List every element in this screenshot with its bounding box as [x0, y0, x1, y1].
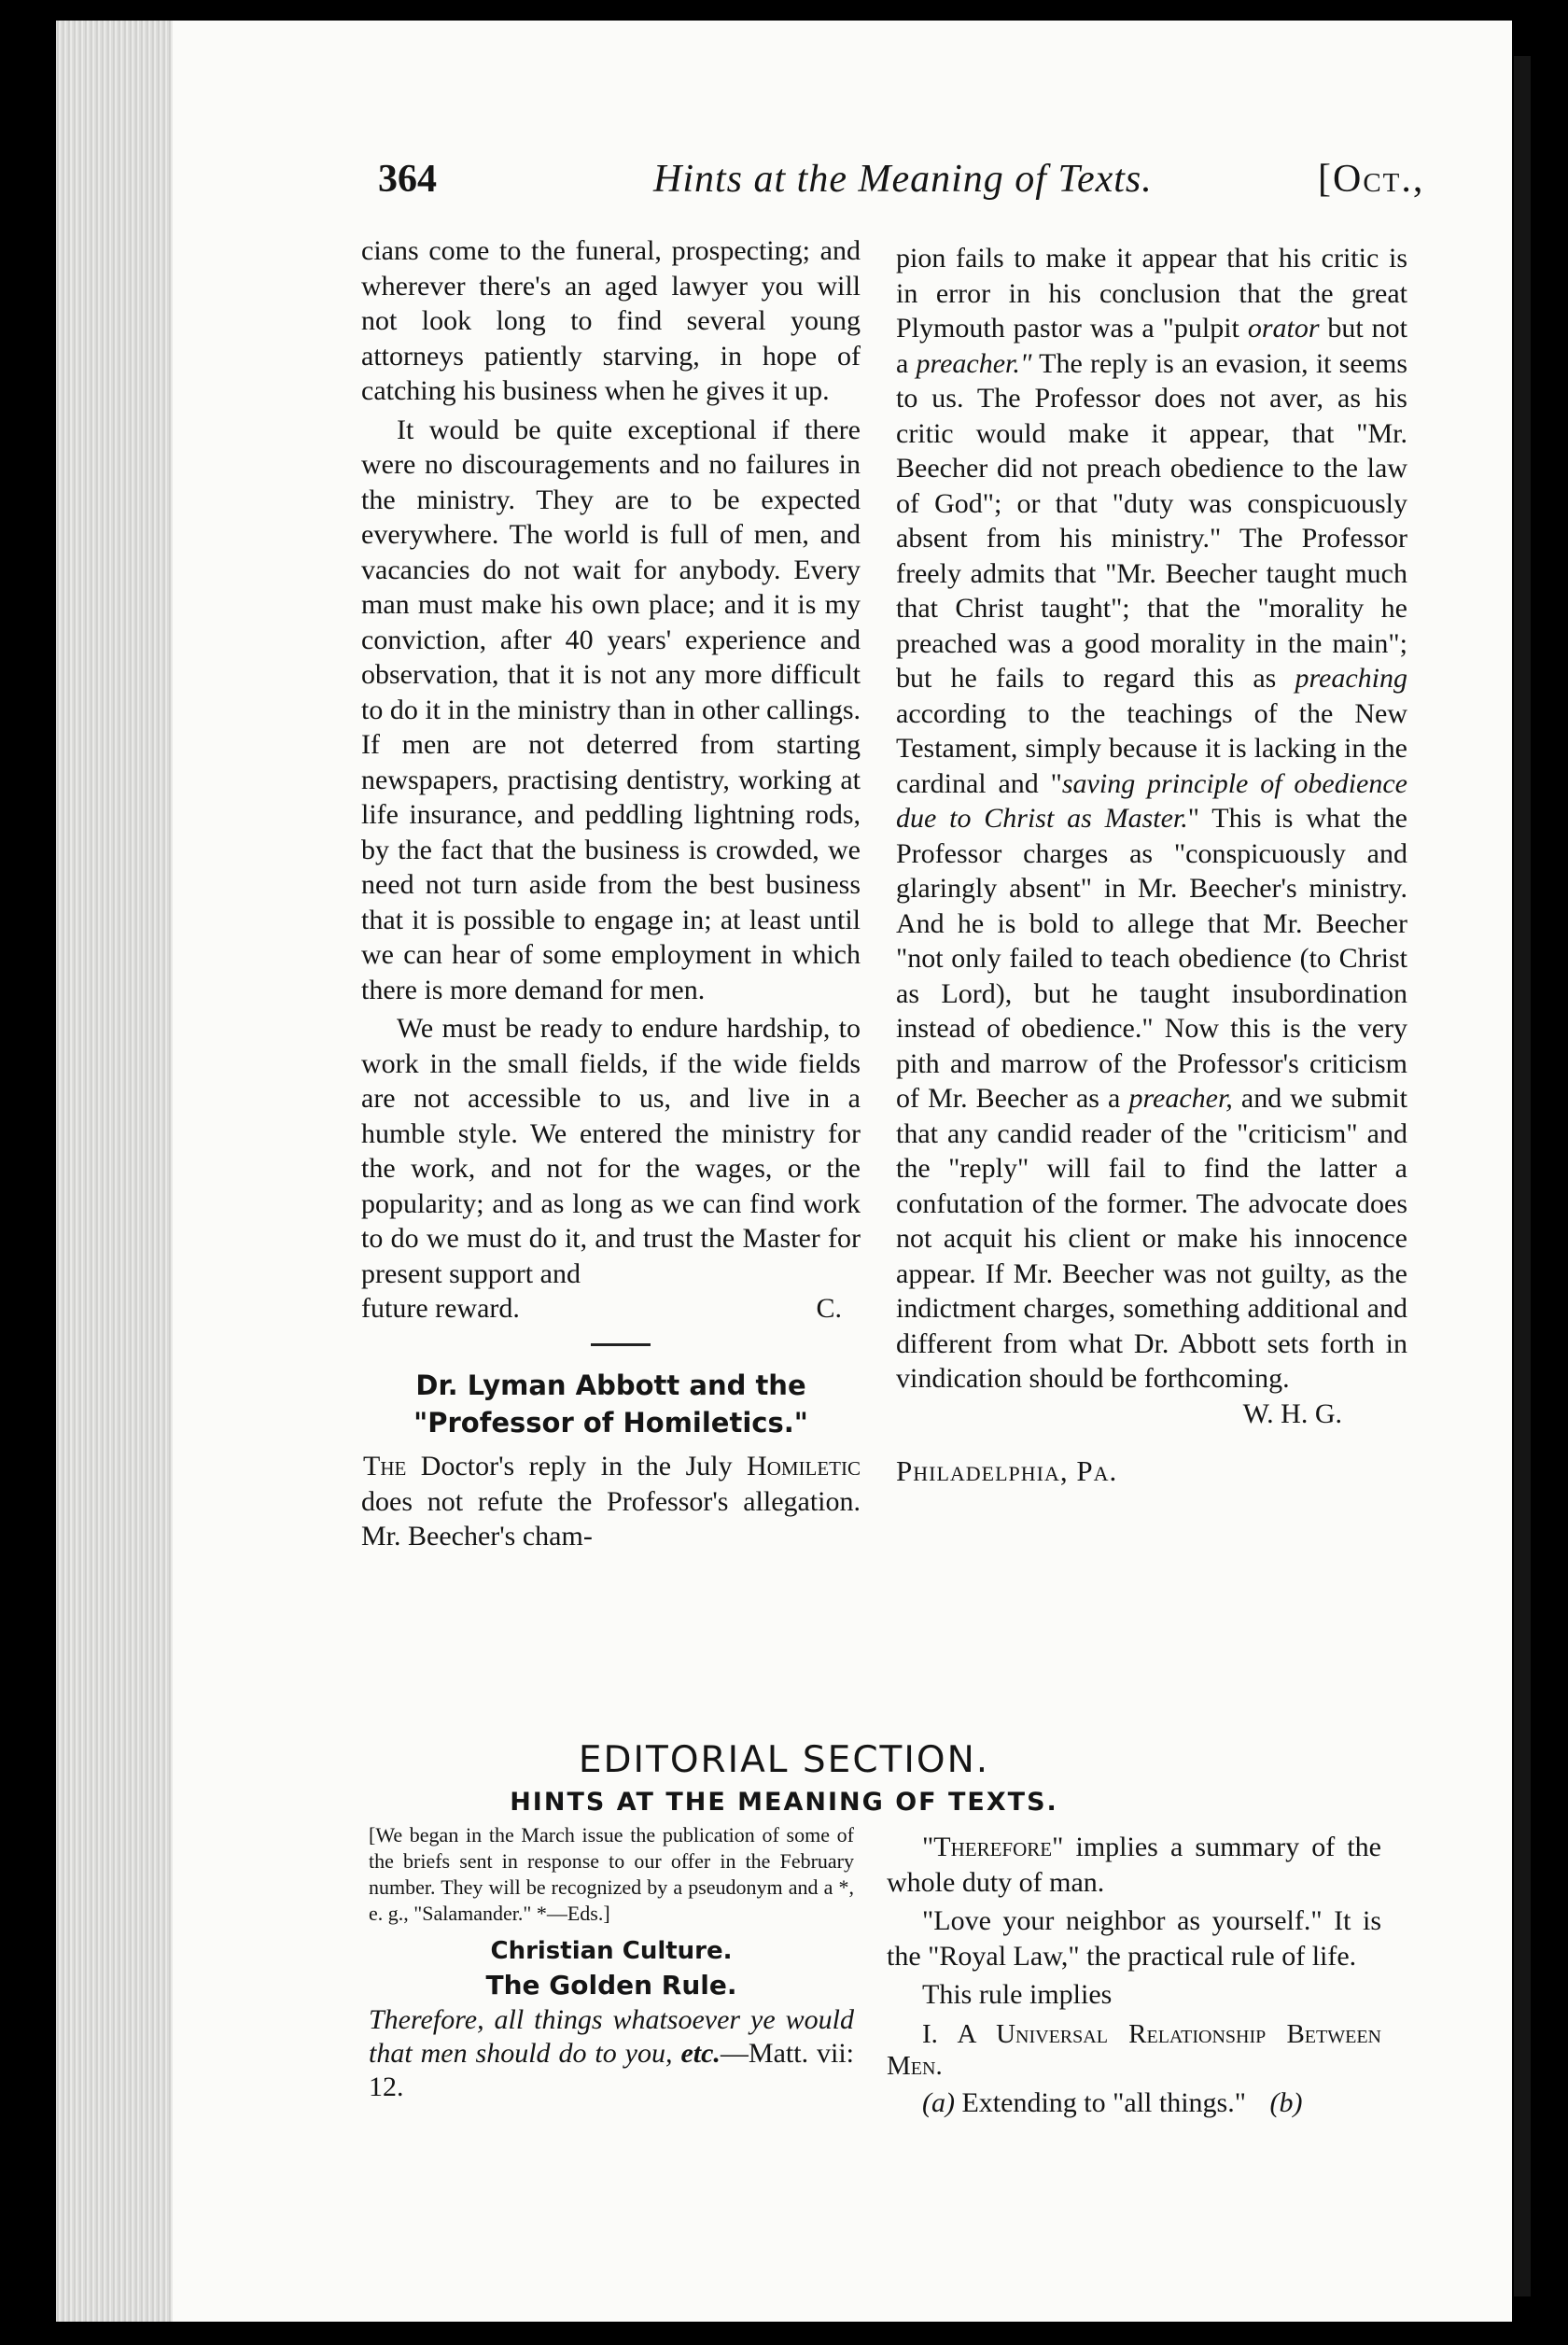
text-run: The reply is an evasion, it seems to us. The Professor does not aver, as his critic would make it appear, that "Mr. Beecher did not preach obedience to the law of God"; or that "duty was conspicuously absent from his ministry." The Professor freely admits that "Mr. Beecher taught much that Christ taught"; that the "morality he preached was a good morality in the main"; but he fails to regard this as	[896, 347, 1407, 694]
left-paragraph-2: It would be quite exceptional if there were no discouragements and no failures in the ministry. They are to be expected everywhere. The world is full of men, and vacancies do not wait for anybody. Every man must make his own place; and it is my conviction, after 40 years' experience and observation, that it is not any more difficult to do it in the ministry than in other callings. If men are not deterred from starting newspapers, practising dentistry, working at life insurance, and peddling lightning rods, by the fact that the business is crowded, we need not turn aside from the best business that it is possible to engage in; at least until we can hear of some employment in which there is more demand for men.	[361, 414, 861, 1005]
italic-orator: orator	[1247, 313, 1320, 344]
scripture-quote: Therefore, all things whatsoever ye would that men should do to you,	[369, 2004, 854, 2069]
italic-saving-principle: saving principle of obedience due to Christ as Master.	[896, 767, 1407, 834]
subdivision-a-text: Extending to "all things."	[961, 2086, 1246, 2118]
lead-text-b: does not refute the Professor's allegation. Mr. Beecher's cham-	[361, 1485, 861, 1552]
subdivision-b-label: (b)	[1269, 2086, 1303, 2118]
division-number: I. A	[922, 2018, 975, 2049]
section-divider	[591, 1343, 651, 1346]
text-run: " implies a summary of the whole duty of man.	[887, 1832, 1381, 1898]
editorial-paragraph-2: "Love your neighbor as yourself." It is the "Royal Law," the practical rule of life.	[887, 1905, 1381, 1972]
right-signature: W. H. G.	[1242, 1397, 1342, 1429]
brief-title: The Golden Rule.	[485, 1970, 737, 2001]
editorial-right-column	[887, 1830, 1381, 2120]
page-right-edge	[1514, 56, 1531, 2296]
scripture-etc: etc.	[680, 2038, 721, 2069]
editorial-note: [We began in the March issue the publication of some of the briefs sent in response to our offer in the February number. They will be recognized by a pseudonym and a *, e. g., "Salamander." *—Eds.]	[369, 1823, 854, 1925]
division-title: Universal Relationship Between Men.	[887, 2018, 1381, 2081]
running-title: Hints at the Meaning of Texts.	[653, 158, 1153, 201]
scripture-text	[369, 2003, 854, 2104]
lead-text-a: Doctor's reply in the July	[420, 1451, 733, 1481]
left-signature: C.	[816, 1293, 842, 1324]
page-edge-stack	[56, 21, 173, 2322]
text-run: but not a	[896, 313, 1408, 379]
text-run: and we submit that any candid reader of the "criticism" and the "reply" will fail to find the latter a confutation of the former. The advocate does not acquit his client or make his innocence appear. If Mr. Beecher was not guilty, as the indictment charges, something additional and different from what Dr. Abbott sets forth in vindication should be forthcoming.	[896, 1083, 1407, 1394]
italic-preaching: preaching	[1295, 663, 1407, 694]
editorial-left-column	[369, 1822, 854, 2104]
italic-preacher: preacher."	[916, 347, 1032, 379]
editorial-paragraph-1	[887, 1830, 1381, 1900]
editorial-paragraph-3: This rule implies	[922, 1979, 1113, 2010]
italic-preacher-2: preacher,	[1128, 1083, 1233, 1114]
text-run: pion fails to make it appear that his critic is in error in his conclusion that the great Plymouth pastor was a "pulpit	[896, 243, 1407, 344]
article-heading: Dr. Lyman Abbott and the "Professor of Homiletics."	[413, 1369, 808, 1439]
left-signature-row	[361, 1291, 861, 1327]
page-number: 364	[378, 158, 437, 201]
left-column	[361, 233, 861, 1554]
article-lead-paragraph	[361, 1449, 861, 1554]
therefore-word: Therefore	[933, 1832, 1053, 1862]
right-column	[896, 241, 1407, 1488]
category-title: Christian Culture.	[490, 1937, 733, 1965]
running-month: [Oct.,	[1318, 158, 1425, 201]
right-paragraph-1	[896, 241, 1407, 1397]
editorial-section-title: EDITORIAL SECTION.	[578, 1739, 990, 1781]
section-subtitle: HINTS AT THE MEANING OF TEXTS.	[510, 1788, 1058, 1817]
subdivision-line	[887, 2085, 1381, 2121]
left-paragraph-1: cians come to the funeral, prospecting; and wherever there's an aged lawyer you will not look long to find several young attorneys patiently starving, in hope of catching his business when he gives it up.	[361, 235, 861, 406]
homiletic-name: Homiletic	[747, 1451, 861, 1481]
scripture-reference: —Matt. vii: 12.	[369, 2038, 855, 2102]
text-run: according to the teachings of the New Testament, simply because it is lacking in the cardinal and "	[896, 697, 1407, 799]
subdivision-a-label: (a)	[922, 2086, 955, 2118]
left-paragraph-3-end: future reward.	[361, 1293, 520, 1324]
division-heading	[887, 2018, 1381, 2082]
place-line: Philadelphia, Pa.	[896, 1453, 1118, 1487]
left-paragraph-3: We must be ready to endure hardship, to work in the small fields, if the wide fields are not accessible to us, and live in a humble style. We entered the ministry for the work, and not for the wages, or the popularity; and as long as we can find work to do we must do it, and trust the Master for present support and	[361, 1013, 861, 1289]
quote-mark: "	[922, 1832, 934, 1862]
lead-word: The	[363, 1451, 407, 1481]
text-run: " This is what the Professor charges as "conspicuously and glaringly absent" in Mr. Beecher's ministry. And he is bold to allege that Mr. Beecher "not only failed to teach obedience (to Christ as Lord), but he taught insubordination instead of obedience." Now this is the very pith and marrow of the Professor's criticism of Mr. Beecher as a	[896, 803, 1407, 1114]
